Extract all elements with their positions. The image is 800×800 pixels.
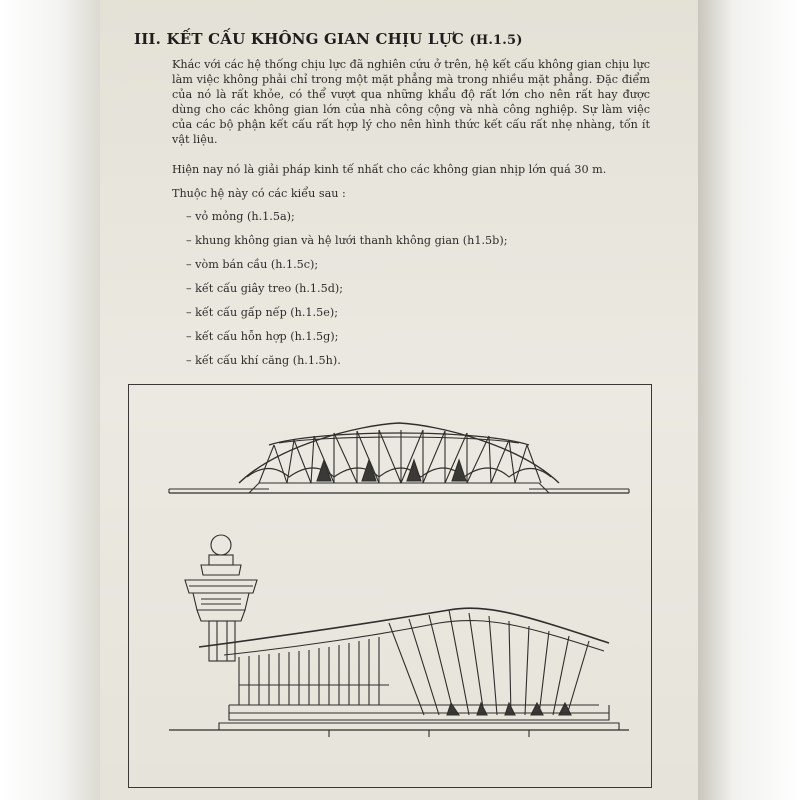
section-title: III. KẾT CẤU KHÔNG GIAN CHỊU LỰC: [134, 30, 465, 48]
list-intro: Thuộc hệ này có các kiểu sau :: [172, 187, 346, 200]
list-item: – khung không gian và hệ lưới thanh không gian (h1.5b);: [186, 234, 508, 247]
paragraph-economy: Hiện nay nó là giải pháp kinh tế nhất cho các không gian nhịp lớn quá 30 m.: [172, 163, 607, 176]
figure-frame: [128, 384, 652, 788]
section-heading: [134, 30, 523, 48]
dome-stadium-icon: [169, 423, 629, 493]
list-item: – kết cấu giây treo (h.1.5d);: [186, 282, 344, 295]
list-item: – kết cấu khí căng (h.1.5h).: [186, 354, 341, 367]
figure-drawings: [129, 385, 651, 787]
background-right: [698, 0, 800, 800]
section-figure-ref: (H.1.5): [469, 33, 523, 48]
list-item: – kết cấu gấp nếp (h.1.5e);: [186, 306, 338, 319]
list-item: – vòm bán cầu (h.1.5c);: [186, 258, 319, 271]
paragraph-intro: Khác với các hệ thống chịu lực đã nghiên cứu ở trên, hệ kết cấu không gian chịu lực làm việc không phải chỉ trong một mặt phẳng mà trong nhiều mặt phẳng. Đặc điểm của nó là rất khỏe, có thể vượt qua những khẩu độ rất lớn cho nên rất hay được dùng cho các không gian lớn của nhà công cộng và nhà công nghiệp. Sự làm việc của các bộ phận kết cấu rất hợp lý cho nên hình thức kết cấu rất nhẹ nhàng, tốn ít vật liệu.: [172, 58, 650, 146]
book-page: [100, 0, 698, 800]
background-left: [0, 0, 100, 800]
list-item: – kết cấu hỗn hợp (h.1.5g);: [186, 330, 339, 343]
list-item: – vỏ mỏng (h.1.5a);: [186, 210, 295, 223]
airport-terminal-icon: [169, 535, 629, 737]
